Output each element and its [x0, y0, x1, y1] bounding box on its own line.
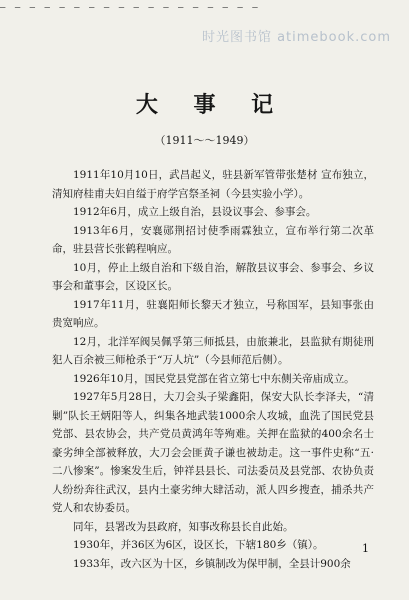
entry-1933: 1933年，改六区为十区，乡镇制改为保甲制，全县计900余	[73, 557, 351, 570]
entry-1926-10: 1926年10月，国民党县党部在省立第七中东侧关帝庙成立。	[73, 372, 355, 385]
page-number: 1	[362, 542, 369, 555]
entry-1913-06: 1913年6月，安襄郧荆招讨使季雨霖独立，宣布举行第二次革命，驻县营长张鹤程响应。	[52, 224, 374, 255]
entry-1927-same-year: 同年，县署改为县政府，知事改称县长自此始。	[73, 520, 294, 533]
page-subtitle: （1911～～1949）	[154, 134, 255, 147]
entry-1930: 1930年，并36区为6区，设区长，下辖180乡（镇）。	[73, 539, 324, 551]
entry-1911-10: 1911年10月10日，武昌起义，驻县新军管带张楚材 宣布独立，清知府桂甫夫妇自缢于府学宫祭圣祠（今县实验小学）。	[52, 169, 374, 200]
entry-1913-10: 10月，停止上级自治和下级自治，解散县议事会、参事会、乡议事会和董事会，区设区长。	[52, 261, 374, 292]
scan-edge-marks: — — — — — — — — — — — — — — — — — —	[0, 3, 260, 11]
entry-1917-12: 12月，北洋军阀吴佩孚第三师抵县，由旅兼北，县监狱有期徒刑犯人百余被三师枪杀于“万人坑”（今县师范后侧）。	[52, 335, 374, 366]
entry-1917-11: 1917年11月，驻襄阳师长黎天才独立，号称国军，县知事张由贵宽响应。	[52, 298, 374, 329]
chronicle-entries	[52, 166, 374, 573]
page-title: 大 事 记	[135, 92, 288, 118]
watermark: 时光图书馆 atimebook.com	[201, 30, 391, 45]
entry-1927-05: 1927年5月28日，大刀会头子梁鑫阳，保安大队长李泽夫，“清剿”队长王炳阳等人，纠集各地武装1000余人攻城，血洗了国民党县党部、县农协会，共产党员黄鸿年等殉难。关押在监狱的400余名士豪劣绅全部被释放，大刀会会匪黄子谦也被劫走。这一事件史称“五·二八惨案”。惨案发生后，钟祥县县长、司法委员及县党部、农协负责人纷纷奔往武汉，县内土豪劣绅大肆活动，派人四乡搜查，捕杀共产党人和农协委员。	[52, 391, 374, 514]
entry-1912-06: 1912年6月，成立上级自治，县设议事会、参事会。	[73, 206, 317, 218]
